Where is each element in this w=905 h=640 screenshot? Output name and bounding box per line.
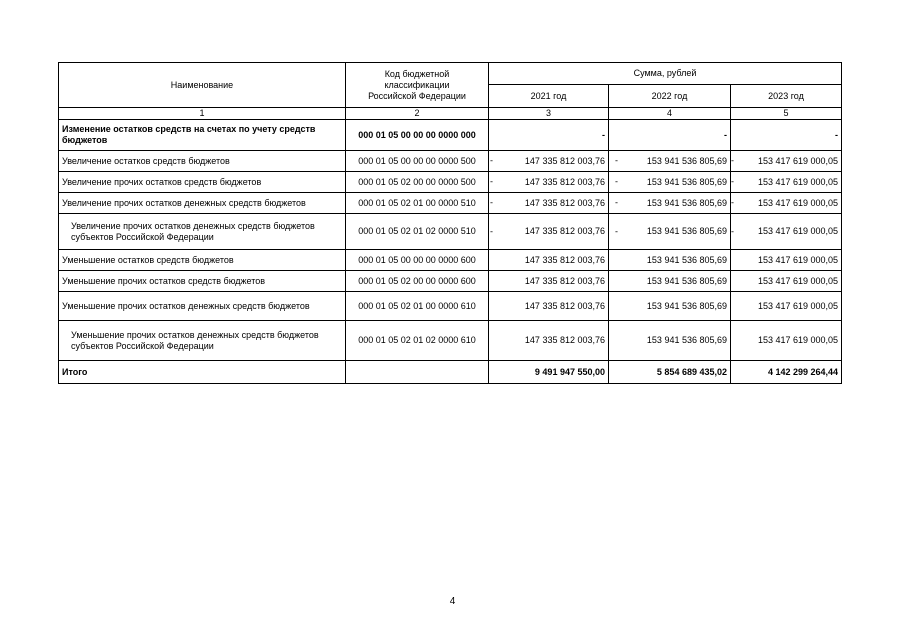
row-name: Увеличение прочих остатков денежных средств бюджетов субъектов Российской Федерации (59, 214, 346, 250)
table-row (59, 321, 842, 361)
table-row (59, 271, 842, 292)
row-value-2022: 153 941 536 805,69 (609, 271, 731, 292)
row-value-2021: - (489, 120, 609, 151)
table-row (59, 250, 842, 271)
row-name: Уменьшение прочих остатков средств бюджетов (59, 271, 346, 292)
page-number: 4 (449, 596, 456, 607)
row-value-2021: - 147 335 812 003,76 (489, 151, 609, 172)
row-value-2023: - 153 417 619 000,05 (731, 193, 842, 214)
budget-sources-table (58, 62, 842, 384)
row-value-2023: - 153 417 619 000,05 (731, 151, 842, 172)
row-value-2021: 147 335 812 003,76 (489, 321, 609, 361)
column-number: 4 (609, 108, 731, 120)
row-name: Увеличение прочих остатков денежных средств бюджетов (59, 193, 346, 214)
row-value-2022: - 153 941 536 805,69 (609, 193, 731, 214)
row-value-2022: 153 941 536 805,69 (609, 250, 731, 271)
row-code: 000 01 05 02 01 00 0000 510 (346, 193, 489, 214)
total-code (346, 361, 489, 384)
row-code: 000 01 05 02 00 00 0000 600 (346, 271, 489, 292)
minus-sign: - (490, 176, 493, 187)
total-2022: 5 854 689 435,02 (609, 361, 731, 384)
table-row (59, 292, 842, 321)
column-number: 5 (731, 108, 842, 120)
column-number: 2 (346, 108, 489, 120)
minus-sign: - (615, 226, 618, 236)
column-number: 3 (489, 108, 609, 120)
row-value-2023: 153 417 619 000,05 (731, 250, 842, 271)
row-value-2021: 147 335 812 003,76 (489, 292, 609, 321)
table-total-row (59, 361, 842, 384)
row-name: Уменьшение прочих остатков денежных средств бюджетов (59, 292, 346, 321)
row-value-2021: - 147 335 812 003,76 (489, 214, 609, 250)
total-label: Итого (59, 361, 346, 384)
row-value-2023: - 153 417 619 000,05 (731, 214, 842, 250)
total-2023: 4 142 299 264,44 (731, 361, 842, 384)
row-value-2022: - 153 941 536 805,69 (609, 151, 731, 172)
minus-sign: - (731, 226, 734, 236)
row-value-2021: 147 335 812 003,76 (489, 271, 609, 292)
row-value-2021: - 147 335 812 003,76 (489, 172, 609, 193)
row-code: 000 01 05 02 00 00 0000 500 (346, 172, 489, 193)
row-name: Уменьшение остатков средств бюджетов (59, 250, 346, 271)
minus-sign: - (731, 176, 734, 187)
row-value-2022: 153 941 536 805,69 (609, 292, 731, 321)
minus-sign: - (615, 155, 618, 166)
header-year-2023: 2023 год (731, 85, 842, 108)
row-code: 000 01 05 00 00 00 0000 000 (346, 120, 489, 151)
row-value-2022: 153 941 536 805,69 (609, 321, 731, 361)
row-value-2021: 147 335 812 003,76 (489, 250, 609, 271)
minus-sign: - (490, 197, 493, 208)
minus-sign: - (731, 197, 734, 208)
header-code: Код бюджетной классификации Российской Федерации (346, 63, 489, 108)
table-row (59, 193, 842, 214)
row-value-2022: - 153 941 536 805,69 (609, 214, 731, 250)
minus-sign: - (615, 197, 618, 208)
table-row (59, 120, 842, 151)
row-code: 000 01 05 00 00 00 0000 600 (346, 250, 489, 271)
row-name: Изменение остатков средств на счетах по учету средств бюджетов (59, 120, 346, 151)
row-name: Увеличение остатков средств бюджетов (59, 151, 346, 172)
table-row (59, 214, 842, 250)
row-value-2023: 153 417 619 000,05 (731, 292, 842, 321)
header-sum: Сумма, рублей (489, 63, 842, 85)
column-number: 1 (59, 108, 346, 120)
row-value-2023: 153 417 619 000,05 (731, 271, 842, 292)
header-name: Наименование (59, 63, 346, 108)
row-value-2023: 153 417 619 000,05 (731, 321, 842, 361)
row-code: 000 01 05 02 01 02 0000 510 (346, 214, 489, 250)
minus-sign: - (490, 226, 493, 236)
header-year-2021: 2021 год (489, 85, 609, 108)
row-name: Увеличение прочих остатков средств бюджетов (59, 172, 346, 193)
header-year-2022: 2022 год (609, 85, 731, 108)
row-code: 000 01 05 00 00 00 0000 500 (346, 151, 489, 172)
row-value-2023: - 153 417 619 000,05 (731, 172, 842, 193)
minus-sign: - (490, 155, 493, 166)
minus-sign: - (731, 155, 734, 166)
row-value-2022: - (609, 120, 731, 151)
table-row (59, 172, 842, 193)
row-value-2022: - 153 941 536 805,69 (609, 172, 731, 193)
minus-sign: - (615, 176, 618, 187)
table-row (59, 151, 842, 172)
row-value-2021: - 147 335 812 003,76 (489, 193, 609, 214)
total-2021: 9 491 947 550,00 (489, 361, 609, 384)
row-code: 000 01 05 02 01 00 0000 610 (346, 292, 489, 321)
row-value-2023: - (731, 120, 842, 151)
row-code: 000 01 05 02 01 02 0000 610 (346, 321, 489, 361)
row-name: Уменьшение прочих остатков денежных средств бюджетов субъектов Российской Федерации (59, 321, 346, 361)
